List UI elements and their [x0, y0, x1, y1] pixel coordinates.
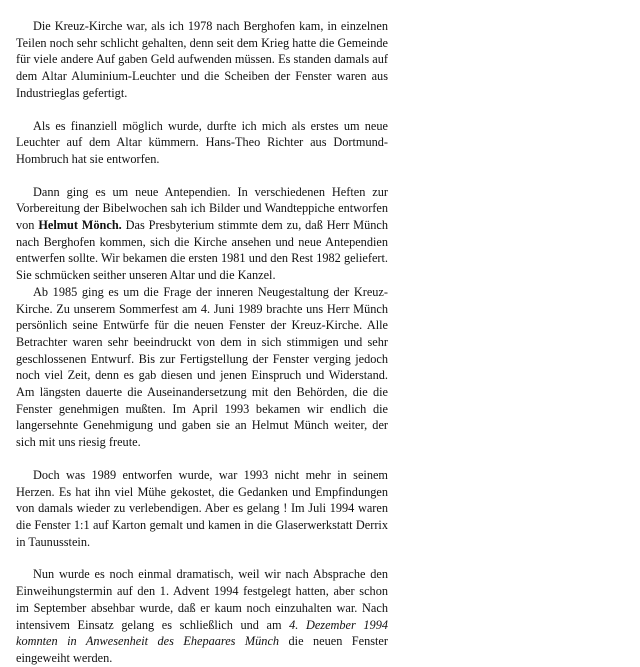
paragraph-gap	[16, 102, 388, 118]
document-page	[16, 18, 388, 667]
dedication-date-italic: 4. Dezember 1994 komnten in Anwesenheit des Ehepaares Münch	[16, 617, 388, 649]
paragraph-6-text-start: Nun wurde es noch einmal dramatisch, weil wir nach Absprache den Einweihungstermin auf den 1. Advent 1994 festgelegt hatten, aber schon im September absehbar wurde, daß er kaum noch einzuhalten war. Nach intensivem Einsatz gelang es schließlich und am	[16, 567, 388, 632]
artist-name-bold: Helmut Mönch.	[38, 218, 122, 233]
paragraph-2: Als es finanziell möglich wurde, durfte ich mich als erstes um neue Leuchter auf dem Altar kümmern. Hans-Theo Richter aus Dortmund-Hombruch hat sie entworfen.	[16, 118, 388, 166]
paragraph-3-text-end: Das Presbyterium stimmte dem zu, daß Herr Münch nach Berghofen kommen, sich die Kirche ansehen und neue Antependien entwerfen sollte. Wir bekamen die ersten 1981 und den Rest 1982 geliefert. Sie schmücken seither unseren Altar und die Kanzel.	[16, 218, 388, 283]
paragraph-3	[16, 184, 388, 284]
paragraph-gap	[16, 168, 388, 184]
paragraph-6	[16, 566, 388, 666]
paragraph-gap	[16, 550, 388, 566]
paragraph-6-text-end: die neuen Fenster eingeweiht werden.	[16, 634, 388, 665]
paragraph-4: Ab 1985 ging es um die Frage der inneren Neugestaltung der Kreuz-Kirche. Zu unserem Sommerfest am 4. Juni 1989 brachte uns Herr Münch persönlich seine Entwürfe für die neuen Fenster der Kreuz-Kirche. Alle Betrachter waren sehr beeindruckt von dem in sich stimmigen und sehr geschlossenen Entwurf. Bis zur Fertigstellung der Fenster verging jedoch noch viel Zeit, denn es gab diesen und jenen Einspruch und Widerstand. Am längsten dauerte die Auseinandersetzung mit den Behörden, die die Fenster genehmigen mußten. Im April 1993 bekamen wir endlich die langersehnte Genehmigung und gaben sie an Helmut Münch weiter, der sich mit uns riesig freute.	[16, 284, 388, 450]
paragraph-3-text-start: Dann ging es um neue Antependien. In verschiedenen Heften zur Vorbereitung der Bibelwochen sah ich Bilder und Wandteppiche entworfen von	[16, 184, 388, 233]
paragraph-gap	[16, 451, 388, 467]
paragraph-1: Die Kreuz-Kirche war, als ich 1978 nach Berghofen kam, in einzelnen Teilen noch sehr schlicht gehalten, denn seit dem Krieg hatte die Gemeinde für viele andere Auf gaben Geld aufwenden müssen. Es standen damals auf dem Altar Aluminium-Leuchter und die Scheiben der Fenster waren aus Industrieglas gefertigt.	[16, 19, 388, 100]
paragraph-5: Doch was 1989 entworfen wurde, war 1993 nicht mehr in seinem Herzen. Es hat ihn viel Mühe gekostet, die Gedanken und Empfindungen von damals wieder zu verlebendigen. Aber es gelang ! Im Juli 1994 waren die Fenster 1:1 auf Karton gemalt und kamen in die Glaserwerkstatt Derrix in Taunusstein.	[16, 467, 388, 549]
